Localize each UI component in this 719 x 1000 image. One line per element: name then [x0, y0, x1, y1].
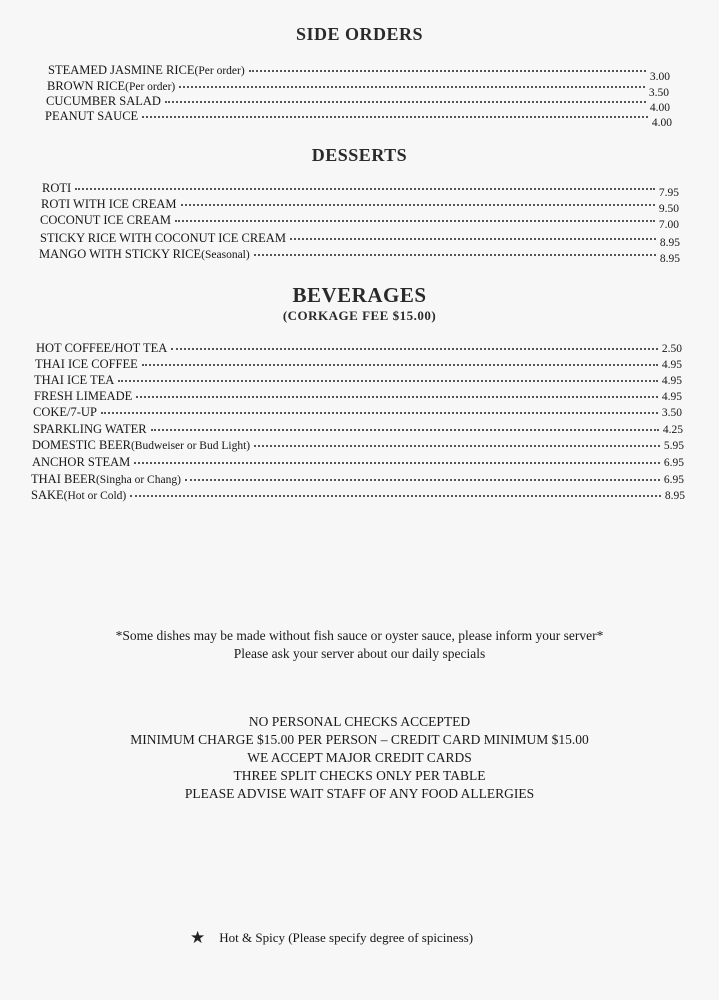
dot-leader — [254, 253, 656, 256]
menu-item — [48, 62, 670, 83]
item-name: MANGO WITH STICKY RICE — [39, 247, 202, 261]
menu-item — [35, 356, 682, 372]
item-price: 3.50 — [661, 407, 682, 419]
item-name: STEAMED JASMINE RICE — [48, 63, 195, 77]
dot-leader — [165, 100, 646, 103]
dot-leader — [136, 395, 658, 398]
item-name: ROTI WITH ICE CREAM — [41, 197, 177, 211]
item-name: BROWN RICE — [47, 79, 126, 93]
item-name: ANCHOR STEAM — [32, 455, 131, 469]
dot-leader — [185, 478, 660, 481]
item-price: 3.50 — [648, 87, 669, 99]
item-price: 3.00 — [649, 71, 670, 83]
menu-item — [47, 78, 669, 99]
dot-leader — [181, 203, 655, 206]
item-name: HOT COFFEE/HOT TEA — [36, 341, 168, 355]
dot-leader — [290, 237, 656, 240]
item-note: (Budweiser or Bud Light) — [130, 440, 251, 452]
dot-leader — [171, 347, 658, 350]
item-name: COCONUT ICE CREAM — [40, 213, 172, 227]
policy-line: NO PERSONAL CHECKS ACCEPTED — [248, 714, 471, 729]
dot-leader — [130, 494, 661, 497]
dot-leader — [134, 461, 660, 464]
desserts-heading: DESSERTS — [311, 145, 408, 165]
item-note: (Per order) — [125, 81, 176, 93]
item-name: CUCUMBER SALAD — [46, 94, 161, 108]
item-name: SPARKLING WATER — [33, 422, 147, 436]
item-price: 8.95 — [664, 490, 685, 502]
item-price: 8.95 — [659, 237, 680, 249]
menu-item — [36, 340, 682, 356]
star-icon: ★ — [190, 928, 206, 947]
menu-item — [40, 230, 680, 249]
dot-leader — [249, 69, 646, 72]
item-name: SAKE — [31, 488, 64, 502]
dot-leader — [118, 379, 658, 382]
dot-leader — [179, 85, 645, 88]
menu-item — [32, 454, 684, 470]
item-price: 8.95 — [659, 253, 680, 265]
policy-line: MINIMUM CHARGE $15.00 PER PERSON – CREDIT CARD MINIMUM $15.00 — [130, 732, 589, 747]
item-note: (Hot or Cold) — [63, 490, 127, 502]
side-orders-heading: SIDE ORDERS — [295, 24, 424, 44]
item-price: 4.25 — [662, 424, 683, 436]
item-price: 5.95 — [663, 440, 684, 452]
policy-line: PLEASE ADVISE WAIT STAFF OF ANY FOOD ALLERGIES — [184, 786, 535, 801]
fish-sauce-note: *Some dishes may be made without fish sauce or oyster sauce, please inform your server* — [115, 628, 604, 643]
menu-item — [41, 196, 679, 215]
spicy-legend — [190, 928, 473, 948]
beverages-heading: BEVERAGES — [292, 283, 427, 307]
menu-item — [39, 246, 680, 265]
item-note: (Per order) — [194, 65, 245, 77]
beverages-subtitle: (CORKAGE FEE $15.00) — [282, 308, 437, 323]
item-price: 6.95 — [663, 457, 684, 469]
item-note: (Singha or Chang) — [95, 474, 181, 486]
menu-item — [42, 180, 679, 199]
menu-item — [33, 404, 682, 420]
menu-item — [32, 437, 684, 453]
menu-item — [31, 487, 685, 503]
item-name: PEANUT SAUCE — [45, 109, 139, 123]
item-price: 7.95 — [658, 187, 679, 199]
item-name: STICKY RICE WITH COCONUT ICE CREAM — [40, 231, 286, 245]
dot-leader — [151, 428, 659, 431]
item-name: ROTI — [42, 181, 72, 195]
item-name: FRESH LIMEADE — [34, 389, 133, 403]
item-price: 4.95 — [661, 359, 682, 371]
menu-item — [33, 421, 683, 437]
menu-item — [45, 108, 672, 129]
item-price: 4.00 — [651, 117, 672, 129]
policy-line: WE ACCEPT MAJOR CREDIT CARDS — [247, 750, 472, 765]
item-price: 2.50 — [661, 343, 682, 355]
dot-leader — [101, 411, 658, 414]
menu-item — [31, 471, 684, 487]
item-name: DOMESTIC BEER — [32, 438, 131, 452]
item-price: 6.95 — [663, 474, 684, 486]
dot-leader — [142, 363, 658, 366]
spicy-legend-label: Hot & Spicy (Please specify degree of spiciness) — [219, 930, 474, 945]
item-price: 9.50 — [658, 203, 679, 215]
dot-leader — [75, 187, 655, 190]
item-name: THAI ICE COFFEE — [35, 357, 138, 371]
dot-leader — [175, 219, 655, 222]
dot-leader — [142, 115, 648, 118]
menu-item — [34, 388, 682, 404]
item-price: 4.95 — [661, 375, 682, 387]
item-price: 4.95 — [661, 391, 682, 403]
menu-item — [34, 372, 682, 388]
item-name: THAI BEER — [31, 472, 96, 486]
item-note: (Seasonal) — [201, 249, 250, 261]
policy-line: THREE SPLIT CHECKS ONLY PER TABLE — [233, 768, 486, 783]
item-price: 4.00 — [649, 102, 670, 114]
menu-item — [46, 93, 670, 114]
item-name: COKE/7-UP — [33, 405, 97, 419]
menu-item — [40, 212, 679, 231]
item-name: THAI ICE TEA — [34, 373, 115, 387]
daily-specials-note: Please ask your server about our daily specials — [233, 646, 486, 661]
item-price: 7.00 — [658, 219, 679, 231]
dot-leader — [254, 444, 660, 447]
